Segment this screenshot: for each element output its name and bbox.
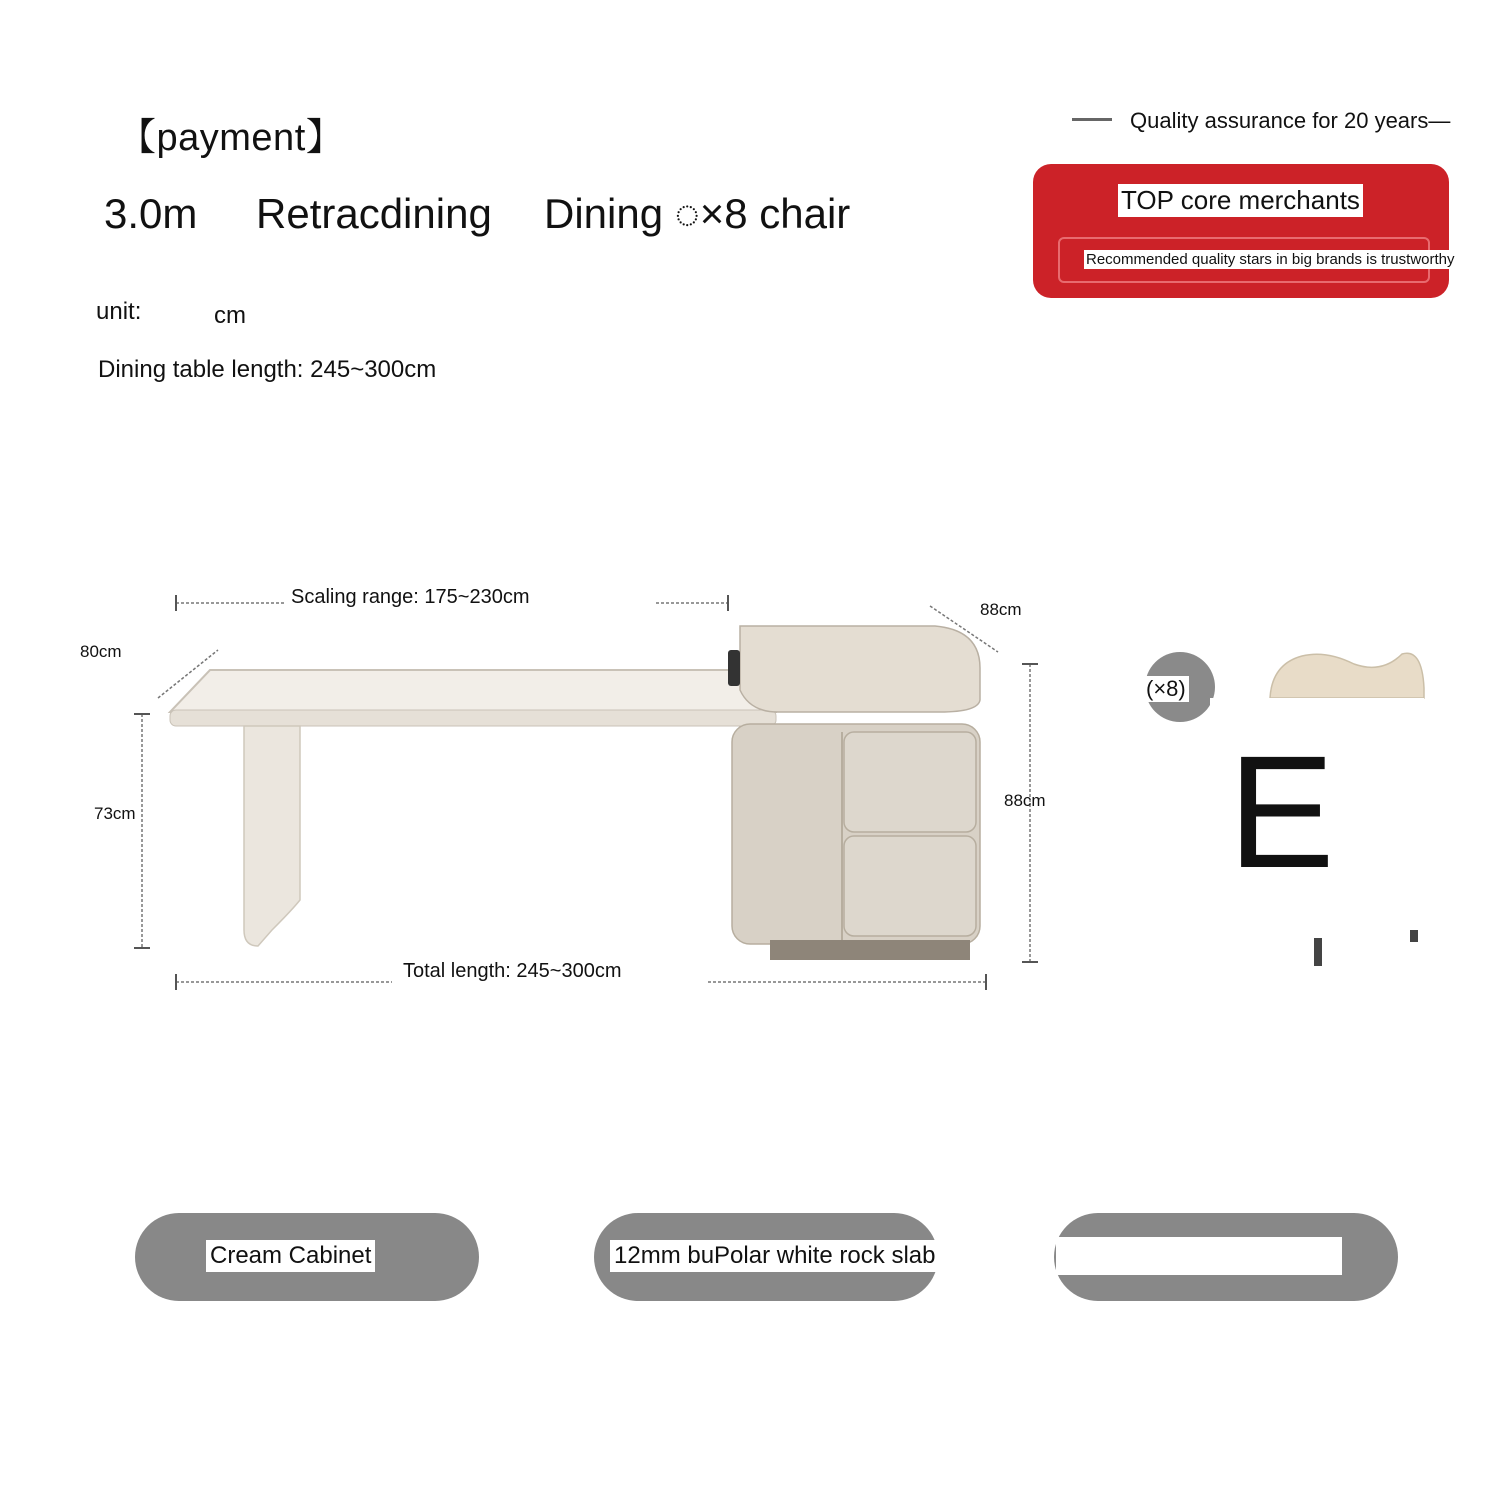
cabinet-socket [728,650,740,686]
chair-leg [1314,938,1322,966]
title-retract: Retracdining [256,190,492,237]
table-length: Dining table length: 245~300cm [98,356,437,383]
chair-letter: E [1228,722,1335,901]
table-depth-label: 80cm [80,642,122,661]
option-third-label [1056,1237,1342,1275]
option-cabinet-label: Cream Cabinet [206,1240,375,1272]
payment-heading: 【payment】 [112,104,350,163]
title-size: 3.0m [104,190,198,237]
cabinet-depth-label: 88cm [980,600,1022,619]
scaling-range-label: Scaling range: 175~230cm [288,586,533,609]
unit-value: cm [214,302,246,329]
cabinet-drawer-bottom [844,836,976,936]
chair-count: (×8) [1143,676,1189,702]
chair-leg-2 [1410,930,1418,942]
unit-label: unit: [96,298,142,325]
table-top [170,670,775,712]
cabinet-drawer-top [844,732,976,832]
total-length-label: Total length: 245~300cm [400,960,625,983]
title-chair: Dining ◌×8 chair [544,190,851,237]
quality-dash [1072,118,1112,121]
cabinet-height-label: 88cm [1004,791,1046,810]
badge-title: TOP core merchants [1118,184,1363,217]
quality-assurance: Quality assurance for 20 years— [1130,108,1451,133]
option-slab-label: 12mm buPolar white rock slab [610,1240,939,1272]
chair-back-icon [1262,648,1428,700]
table-height-label: 73cm [94,804,136,823]
cabinet-top [740,626,980,712]
badge-subtitle: Recommended quality stars in big brands is trustworthy [1086,251,1455,268]
table-leg [244,726,300,946]
cabinet-plinth [770,940,970,960]
dining-table-illustration [0,560,1110,1020]
table-top-edge [170,710,776,726]
